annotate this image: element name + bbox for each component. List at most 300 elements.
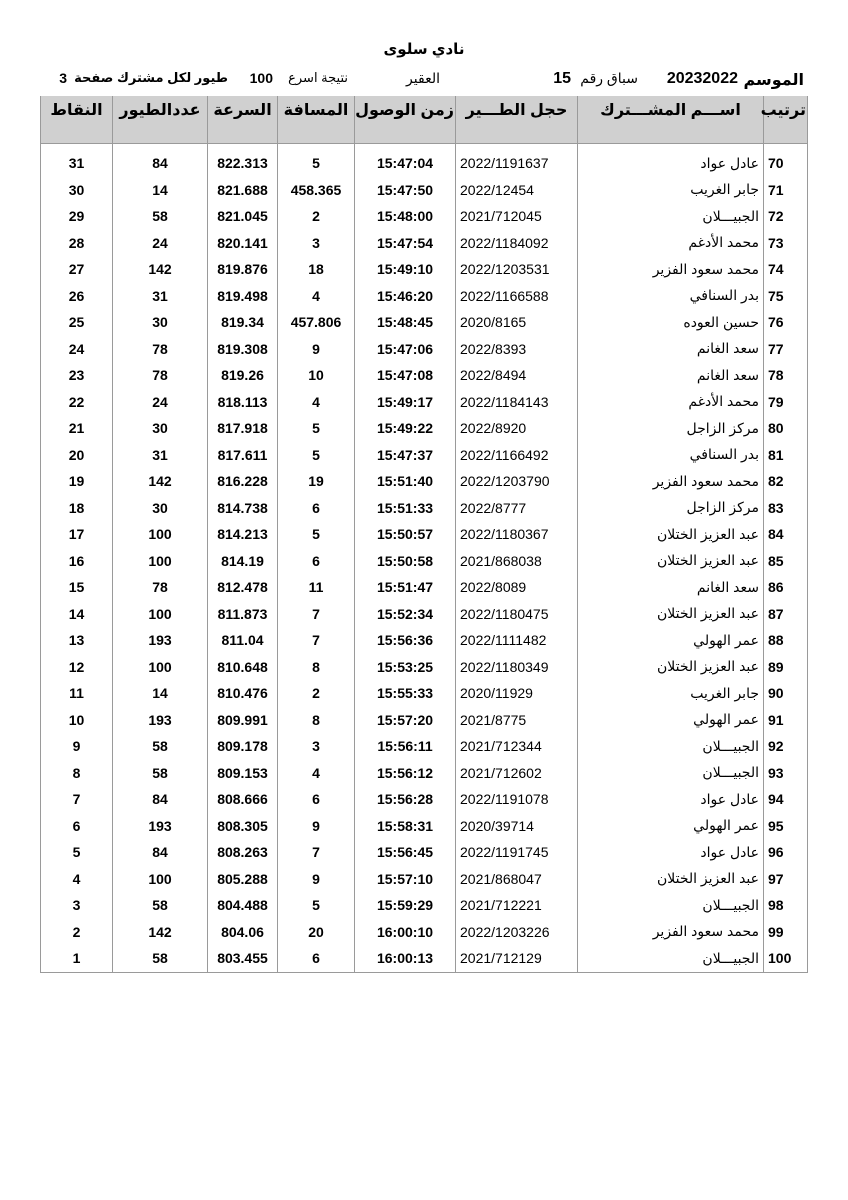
points-cell: 11 [41,680,113,707]
table-row [41,495,808,522]
arrival-time-cell: 15:57:10 [355,866,456,893]
season-value: 20232022 [666,70,738,87]
table-row [41,415,808,442]
rank-cell: 87 [764,601,808,628]
speed-cell: 819.498 [208,283,278,310]
rank-cell: 71 [764,177,808,204]
bird-count-cell: 58 [113,892,208,919]
distance-cell: 8 [278,707,355,734]
arrival-time-cell: 15:56:36 [355,627,456,654]
speed-cell: 803.455 [208,945,278,972]
result-label: نتيجة اسرع [288,70,348,85]
participant-name-cell: سعد الغانم [578,574,764,601]
ring-number-cell: 2022/12454 [456,177,578,204]
ring-number-cell: 2022/1203790 [456,468,578,495]
bird-count-cell: 24 [113,389,208,416]
column-header-points: النقاط [41,96,113,144]
table-row [41,521,808,548]
ring-number-cell: 2022/1191745 [456,839,578,866]
fastest-birds-value: 100 [249,70,273,86]
arrival-time-cell: 15:55:33 [355,680,456,707]
participant-name-cell: محمد سعود الفزير [578,468,764,495]
table-row [41,733,808,760]
bird-count-cell: 100 [113,521,208,548]
rank-cell: 70 [764,150,808,177]
bird-count-cell: 100 [113,654,208,681]
ring-number-cell: 2021/712602 [456,760,578,787]
arrival-time-cell: 15:56:11 [355,733,456,760]
rank-cell: 91 [764,707,808,734]
distance-cell: 6 [278,786,355,813]
arrival-time-cell: 15:46:20 [355,283,456,310]
ring-number-cell: 2022/1166588 [456,283,578,310]
arrival-time-cell: 15:51:33 [355,495,456,522]
points-cell: 23 [41,362,113,389]
bird-count-cell: 58 [113,203,208,230]
bird-count-cell: 78 [113,336,208,363]
distance-cell: 2 [278,680,355,707]
rank-cell: 84 [764,521,808,548]
points-cell: 6 [41,813,113,840]
bird-count-cell: 78 [113,362,208,389]
speed-cell: 809.153 [208,760,278,787]
speed-cell: 804.488 [208,892,278,919]
distance-cell: 9 [278,336,355,363]
distance-cell: 4 [278,283,355,310]
distance-cell: 6 [278,945,355,972]
bird-count-cell: 193 [113,707,208,734]
speed-cell: 808.666 [208,786,278,813]
ring-number-cell: 2022/1166492 [456,442,578,469]
column-header-bird-count: عددالطيور [113,96,208,144]
participant-name-cell: عبد العزيز الختلان [578,548,764,575]
points-cell: 10 [41,707,113,734]
distance-cell: 5 [278,892,355,919]
points-cell: 20 [41,442,113,469]
ring-number-cell: 2022/1184143 [456,389,578,416]
speed-cell: 821.045 [208,203,278,230]
distance-cell: 3 [278,733,355,760]
ring-number-cell: 2022/1203226 [456,919,578,946]
ring-number-cell: 2022/1180349 [456,654,578,681]
distance-cell: 11 [278,574,355,601]
rank-cell: 93 [764,760,808,787]
ring-number-cell: 2021/712221 [456,892,578,919]
table-row [41,309,808,336]
arrival-time-cell: 15:52:34 [355,601,456,628]
participant-name-cell: عمر الهولي [578,813,764,840]
race-number-label: سباق رقم [580,70,638,86]
ring-number-cell: 2021/712129 [456,945,578,972]
table-row [41,362,808,389]
participant-name-cell: جابر الغريب [578,680,764,707]
bird-count-cell: 193 [113,627,208,654]
arrival-time-cell: 15:53:25 [355,654,456,681]
rank-cell: 73 [764,230,808,257]
distance-cell: 7 [278,839,355,866]
distance-cell: 7 [278,601,355,628]
arrival-time-cell: 15:50:57 [355,521,456,548]
points-cell: 4 [41,866,113,893]
distance-cell: 7 [278,627,355,654]
distance-cell: 5 [278,415,355,442]
speed-cell: 819.34 [208,309,278,336]
rank-cell: 79 [764,389,808,416]
bird-count-cell: 84 [113,150,208,177]
speed-cell: 811.04 [208,627,278,654]
speed-cell: 818.113 [208,389,278,416]
race-location: العقير [406,70,440,86]
points-cell: 26 [41,283,113,310]
ring-number-cell: 2022/1184092 [456,230,578,257]
participant-name-cell: الجبيـــلان [578,892,764,919]
page-number: 3 [59,70,67,86]
points-cell: 27 [41,256,113,283]
rank-cell: 95 [764,813,808,840]
distance-cell: 457.806 [278,309,355,336]
club-title: نادي سلوى [383,41,465,58]
points-cell: 25 [41,309,113,336]
speed-cell: 817.611 [208,442,278,469]
arrival-time-cell: 15:49:17 [355,389,456,416]
arrival-time-cell: 15:48:00 [355,203,456,230]
rank-cell: 72 [764,203,808,230]
speed-cell: 810.648 [208,654,278,681]
participant-name-cell: مركز الزاجل [578,495,764,522]
participant-name-cell: الجبيـــلان [578,733,764,760]
participant-name-cell: محمد الأدغم [578,389,764,416]
rank-cell: 89 [764,654,808,681]
bird-count-cell: 84 [113,839,208,866]
points-cell: 8 [41,760,113,787]
points-cell: 5 [41,839,113,866]
participant-name-cell: سعد الغانم [578,336,764,363]
speed-cell: 819.26 [208,362,278,389]
bird-count-cell: 142 [113,468,208,495]
speed-cell: 811.873 [208,601,278,628]
ring-number-cell: 2022/1191078 [456,786,578,813]
ring-number-cell: 2022/1191637 [456,150,578,177]
table-row [41,813,808,840]
column-header-participant: اســـم المشـــترك [578,96,764,144]
participant-name-cell: عادل عواد [578,150,764,177]
points-cell: 16 [41,548,113,575]
column-header-speed: السرعة [208,96,278,144]
table-row [41,283,808,310]
bird-count-cell: 30 [113,309,208,336]
distance-cell: 9 [278,813,355,840]
bird-count-cell: 58 [113,760,208,787]
speed-cell: 808.263 [208,839,278,866]
speed-cell: 812.478 [208,574,278,601]
points-cell: 28 [41,230,113,257]
ring-number-cell: 2022/8089 [456,574,578,601]
bird-count-cell: 78 [113,574,208,601]
participant-name-cell: عبد العزيز الختلان [578,521,764,548]
speed-cell: 804.06 [208,919,278,946]
speed-cell: 814.213 [208,521,278,548]
table-row [41,892,808,919]
points-cell: 13 [41,627,113,654]
ring-number-cell: 2022/8920 [456,415,578,442]
arrival-time-cell: 15:47:06 [355,336,456,363]
participant-name-cell: بدر السنافي [578,442,764,469]
race-info-line [40,70,808,90]
table-row [41,680,808,707]
points-cell: 24 [41,336,113,363]
arrival-time-cell: 15:47:50 [355,177,456,204]
distance-cell: 5 [278,150,355,177]
speed-cell: 810.476 [208,680,278,707]
participant-name-cell: عمر الهولي [578,627,764,654]
participant-name-cell: محمد سعود الفزير [578,919,764,946]
points-cell: 22 [41,389,113,416]
speed-cell: 805.288 [208,866,278,893]
participant-name-cell: جابر الغريب [578,177,764,204]
ring-number-cell: 2020/8165 [456,309,578,336]
arrival-time-cell: 15:56:12 [355,760,456,787]
points-cell: 14 [41,601,113,628]
arrival-time-cell: 15:51:47 [355,574,456,601]
rank-cell: 94 [764,786,808,813]
rank-cell: 85 [764,548,808,575]
table-row [41,707,808,734]
participant-name-cell: سعد الغانم [578,362,764,389]
column-header-ring: حجل الطـــير [456,96,578,144]
season-label: الموسم [743,72,804,89]
distance-cell: 4 [278,389,355,416]
participant-name-cell: مركز الزاجل [578,415,764,442]
distance-cell: 5 [278,442,355,469]
bird-count-cell: 142 [113,256,208,283]
arrival-time-cell: 15:56:28 [355,786,456,813]
ring-number-cell: 2021/868038 [456,548,578,575]
speed-cell: 821.688 [208,177,278,204]
bird-count-cell: 14 [113,177,208,204]
bird-count-cell: 58 [113,945,208,972]
participant-name-cell: محمد سعود الفزير [578,256,764,283]
participant-name-cell: عادل عواد [578,786,764,813]
distance-cell: 6 [278,495,355,522]
distance-cell: 4 [278,760,355,787]
table-row [41,786,808,813]
table-row [41,230,808,257]
bird-count-cell: 31 [113,283,208,310]
ring-number-cell: 2022/1180475 [456,601,578,628]
rank-cell: 82 [764,468,808,495]
arrival-time-cell: 15:49:10 [355,256,456,283]
ring-number-cell: 2020/11929 [456,680,578,707]
participant-name-cell: عادل عواد [578,839,764,866]
table-row [41,866,808,893]
ring-number-cell: 2022/8393 [456,336,578,363]
table-row [41,574,808,601]
arrival-time-cell: 15:47:54 [355,230,456,257]
participant-name-cell: عمر الهولي [578,707,764,734]
rank-cell: 75 [764,283,808,310]
table-row [41,389,808,416]
arrival-time-cell: 16:00:10 [355,919,456,946]
distance-cell: 5 [278,521,355,548]
bird-count-cell: 100 [113,866,208,893]
per-participant-label: طيور لكل مشترك صفحة [74,70,228,85]
distance-cell: 458.365 [278,177,355,204]
distance-cell: 10 [278,362,355,389]
speed-cell: 809.178 [208,733,278,760]
rank-cell: 100 [764,945,808,972]
points-cell: 9 [41,733,113,760]
participant-name-cell: بدر السنافي [578,283,764,310]
bird-count-cell: 84 [113,786,208,813]
bird-count-cell: 24 [113,230,208,257]
bird-count-cell: 58 [113,733,208,760]
table-row [41,654,808,681]
participant-name-cell: حسين العوده [578,309,764,336]
speed-cell: 816.228 [208,468,278,495]
arrival-time-cell: 15:47:37 [355,442,456,469]
distance-cell: 2 [278,203,355,230]
table-row [41,336,808,363]
speed-cell: 814.19 [208,548,278,575]
points-cell: 29 [41,203,113,230]
rank-cell: 80 [764,415,808,442]
rank-cell: 77 [764,336,808,363]
rank-cell: 92 [764,733,808,760]
rank-cell: 74 [764,256,808,283]
distance-cell: 3 [278,230,355,257]
rank-cell: 78 [764,362,808,389]
column-header-distance: المسافة [278,96,355,144]
points-cell: 12 [41,654,113,681]
ring-number-cell: 2021/8775 [456,707,578,734]
speed-cell: 808.305 [208,813,278,840]
arrival-time-cell: 15:57:20 [355,707,456,734]
arrival-time-cell: 15:47:08 [355,362,456,389]
bird-count-cell: 14 [113,680,208,707]
participant-name-cell: الجبيـــلان [578,203,764,230]
points-cell: 30 [41,177,113,204]
table-row [41,177,808,204]
distance-cell: 6 [278,548,355,575]
table-row [41,839,808,866]
ring-number-cell: 2022/1203531 [456,256,578,283]
participant-name-cell: عبد العزيز الختلان [578,601,764,628]
table-row [41,150,808,177]
rank-cell: 96 [764,839,808,866]
table-row [41,468,808,495]
column-header-rank: ترتيب [764,96,808,144]
rank-cell: 90 [764,680,808,707]
bird-count-cell: 31 [113,442,208,469]
speed-cell: 819.308 [208,336,278,363]
speed-cell: 817.918 [208,415,278,442]
participant-name-cell: الجبيـــلان [578,760,764,787]
race-number-value: 15 [553,70,571,87]
distance-cell: 20 [278,919,355,946]
arrival-time-cell: 16:00:13 [355,945,456,972]
ring-number-cell: 2021/712045 [456,203,578,230]
bird-count-cell: 100 [113,548,208,575]
arrival-time-cell: 15:49:22 [355,415,456,442]
distance-cell: 18 [278,256,355,283]
table-row [41,627,808,654]
arrival-time-cell: 15:59:29 [355,892,456,919]
rank-cell: 97 [764,866,808,893]
ring-number-cell: 2021/712344 [456,733,578,760]
rank-cell: 83 [764,495,808,522]
bird-count-cell: 30 [113,415,208,442]
bird-count-cell: 142 [113,919,208,946]
participant-name-cell: عبد العزيز الختلان [578,654,764,681]
arrival-time-cell: 15:50:58 [355,548,456,575]
points-cell: 7 [41,786,113,813]
points-cell: 3 [41,892,113,919]
points-cell: 21 [41,415,113,442]
points-cell: 18 [41,495,113,522]
table-row [41,203,808,230]
arrival-time-cell: 15:51:40 [355,468,456,495]
participant-name-cell: عبد العزيز الختلان [578,866,764,893]
rank-cell: 86 [764,574,808,601]
ring-number-cell: 2021/868047 [456,866,578,893]
column-header-arrival-time: زمن الوصول [355,96,456,144]
points-cell: 1 [41,945,113,972]
table-row [41,442,808,469]
speed-cell: 819.876 [208,256,278,283]
distance-cell: 9 [278,866,355,893]
results-table [40,96,808,973]
points-cell: 19 [41,468,113,495]
rank-cell: 81 [764,442,808,469]
ring-number-cell: 2020/39714 [456,813,578,840]
arrival-time-cell: 15:47:04 [355,150,456,177]
speed-cell: 814.738 [208,495,278,522]
participant-name-cell: محمد الأدغم [578,230,764,257]
ring-number-cell: 2022/1180367 [456,521,578,548]
table-row [41,601,808,628]
table-row [41,256,808,283]
participant-name-cell: الجبيـــلان [578,945,764,972]
rank-cell: 76 [764,309,808,336]
rank-cell: 88 [764,627,808,654]
points-cell: 31 [41,150,113,177]
table-row [41,945,808,972]
ring-number-cell: 2022/1111482 [456,627,578,654]
points-cell: 17 [41,521,113,548]
distance-cell: 19 [278,468,355,495]
table-row [41,760,808,787]
arrival-time-cell: 15:58:31 [355,813,456,840]
bird-count-cell: 100 [113,601,208,628]
rank-cell: 99 [764,919,808,946]
ring-number-cell: 2022/8494 [456,362,578,389]
table-row [41,919,808,946]
arrival-time-cell: 15:56:45 [355,839,456,866]
bird-count-cell: 193 [113,813,208,840]
ring-number-cell: 2022/8777 [456,495,578,522]
speed-cell: 809.991 [208,707,278,734]
table-row [41,548,808,575]
arrival-time-cell: 15:48:45 [355,309,456,336]
bird-count-cell: 30 [113,495,208,522]
points-cell: 2 [41,919,113,946]
rank-cell: 98 [764,892,808,919]
speed-cell: 820.141 [208,230,278,257]
table-header-row [41,96,808,144]
distance-cell: 8 [278,654,355,681]
speed-cell: 822.313 [208,150,278,177]
points-cell: 15 [41,574,113,601]
